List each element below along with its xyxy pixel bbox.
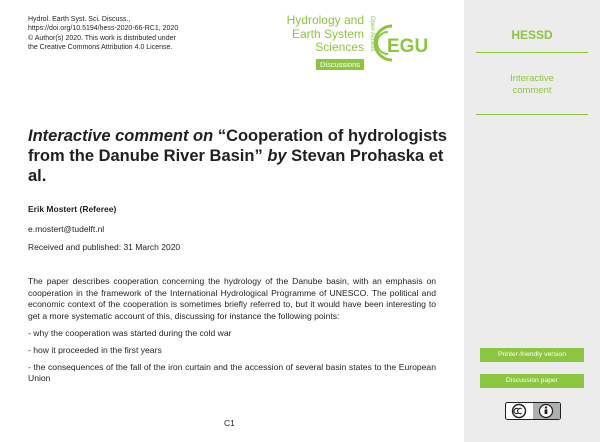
sidebar-subtitle-line2: comment [512,85,552,96]
citation-doi: https://doi.org/10.5194/hess-2020-66-RC1, 2020 [28,25,179,33]
open-access-icon [364,14,374,68]
journal-name-line1: Hydrology and [286,13,364,27]
received-date: Received and published: 31 March 2020 [28,242,181,252]
body-bullet-2: - how it proceeded in the first years [28,344,162,355]
sidebar [464,0,600,442]
journal-name-line3: Sciences [315,40,364,54]
citation-license: the Creative Commons Attribution 4.0 License. [28,44,173,52]
printer-friendly-button[interactable]: Printer-friendly version [480,348,584,362]
journal-logo [262,10,442,80]
citation-copyright: © Author(s) 2020. This work is distributed under [28,34,176,42]
page-title [28,126,448,186]
title-authors: Stevan Prohaska et al. [28,147,444,185]
sidebar-subtitle-line1: Interactive [510,73,554,84]
title-by: by [267,147,287,165]
journal-name [287,14,364,55]
discussions-badge: Discussions [316,59,364,70]
citation-block [28,15,258,53]
comment-body [28,276,436,390]
page-number: C1 [224,418,235,428]
body-bullet-3: - the consequences of the fall of the iron curtain and the accession of several basin states to the European Union [28,361,436,384]
title-prefix: Interactive comment on [28,127,214,145]
citation-journal: Hydrol. Earth Syst. Sci. Discuss., [28,16,131,23]
cc-by-icon[interactable] [505,402,561,420]
discussion-paper-button[interactable]: Discussion paper [480,374,584,388]
journal-name-line2: Earth System [291,26,364,41]
open-access-label: Open Access [369,16,375,52]
sidebar-divider-bottom [476,114,588,115]
sidebar-subtitle [464,73,600,97]
sidebar-divider-top [476,52,588,53]
body-paragraph: The paper describes cooperation concerning the hydrology of the Danube basin, with an emphasis on cooperation in the framework of the International Hydrological Programme of UNESCO. The political and economic context of the cooperation is sometimes briefly referred to, but it would have been interesting to get a more systematic account of this, discussing for instance the following points: [28,276,436,321]
sidebar-journal-abbrev: HESSD [511,28,553,42]
referee-email: e.mostert@tudelft.nl [28,224,105,234]
egu-logo-icon [374,22,436,64]
body-bullet-1: - why the cooperation was started during the cold war [28,328,232,339]
egu-label: EGU [387,36,429,57]
title-paper: “Cooperation of hydrologists from the Danube River Basin” [28,127,447,165]
referee-name: Erik Mostert (Referee) [28,204,117,214]
